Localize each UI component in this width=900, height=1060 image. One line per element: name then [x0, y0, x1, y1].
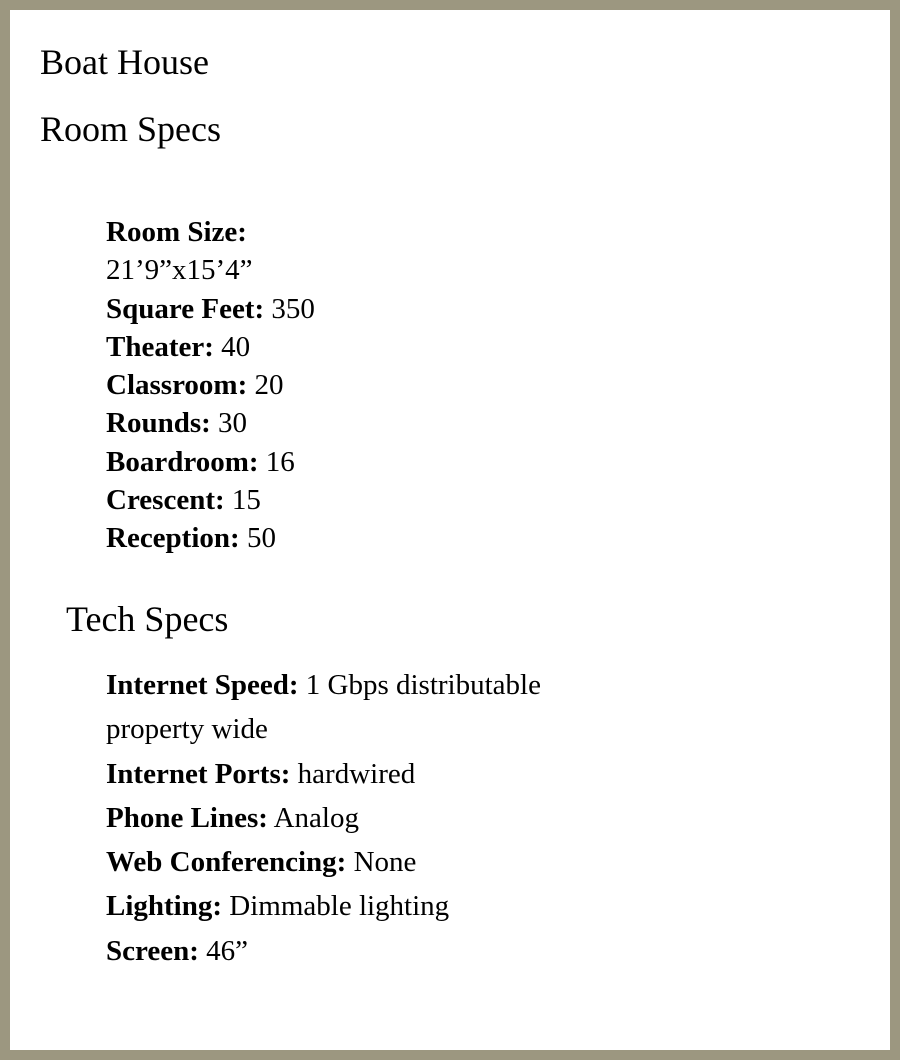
spec-label: Reception:	[106, 522, 240, 555]
spec-row-lighting	[106, 884, 541, 928]
spec-row-room-size-value	[106, 251, 315, 289]
spec-row-rounds	[106, 404, 315, 442]
spec-label: Square Feet:	[106, 292, 265, 325]
spec-label: Rounds:	[106, 407, 211, 440]
spec-row-theater	[106, 328, 315, 366]
spec-row-internet-speed	[106, 663, 541, 707]
spec-value: 46”	[198, 934, 249, 967]
spec-value: Dimmable lighting	[222, 890, 450, 923]
spec-row-boardroom	[106, 443, 315, 481]
spec-value: hardwired	[290, 757, 416, 790]
spec-value-continued: property wide	[106, 713, 268, 746]
spec-label: Web Conferencing:	[106, 846, 347, 879]
spec-value: 30	[210, 407, 248, 440]
spec-label: Boardroom:	[106, 445, 259, 478]
spec-value: 15	[224, 484, 261, 517]
spec-label: Internet Speed:	[106, 669, 299, 701]
spec-value: None	[346, 846, 417, 879]
spec-row-square-feet	[106, 290, 315, 328]
spec-value: 350	[264, 292, 315, 325]
spec-row-internet-speed-cont	[106, 707, 541, 751]
tech-specs-heading: Tech Specs	[66, 599, 229, 639]
spec-value: 50	[239, 522, 276, 555]
spec-row-room-size	[106, 213, 315, 251]
spec-label: Lighting:	[106, 890, 223, 923]
page-title: Boat House	[40, 42, 209, 82]
spec-value: 16	[258, 445, 295, 478]
spec-label: Crescent:	[106, 484, 225, 517]
spec-value: 20	[247, 369, 284, 402]
spec-label: Internet Ports:	[106, 757, 291, 790]
spec-row-phone-lines	[106, 796, 541, 840]
room-specs-heading: Room Specs	[40, 109, 222, 149]
spec-label: Phone Lines:	[106, 801, 268, 834]
spec-value: 21’9”x15’4”	[106, 254, 253, 287]
spec-row-crescent	[106, 481, 315, 519]
spec-label: Screen:	[106, 934, 199, 967]
spec-row-reception	[106, 519, 315, 557]
spec-row-classroom	[106, 366, 315, 404]
room-specs-list	[106, 213, 315, 558]
spec-value: 1 Gbps distributable	[298, 669, 541, 701]
spec-value: Analog	[267, 801, 359, 834]
spec-value: 40	[213, 330, 251, 363]
spec-label: Classroom:	[106, 369, 248, 402]
spec-label: Room Size:	[106, 216, 247, 248]
tech-specs-list	[106, 663, 541, 973]
spec-row-internet-ports	[106, 752, 541, 796]
spec-label: Theater:	[106, 330, 214, 363]
spec-row-screen	[106, 929, 541, 973]
spec-row-web-conferencing	[106, 840, 541, 884]
